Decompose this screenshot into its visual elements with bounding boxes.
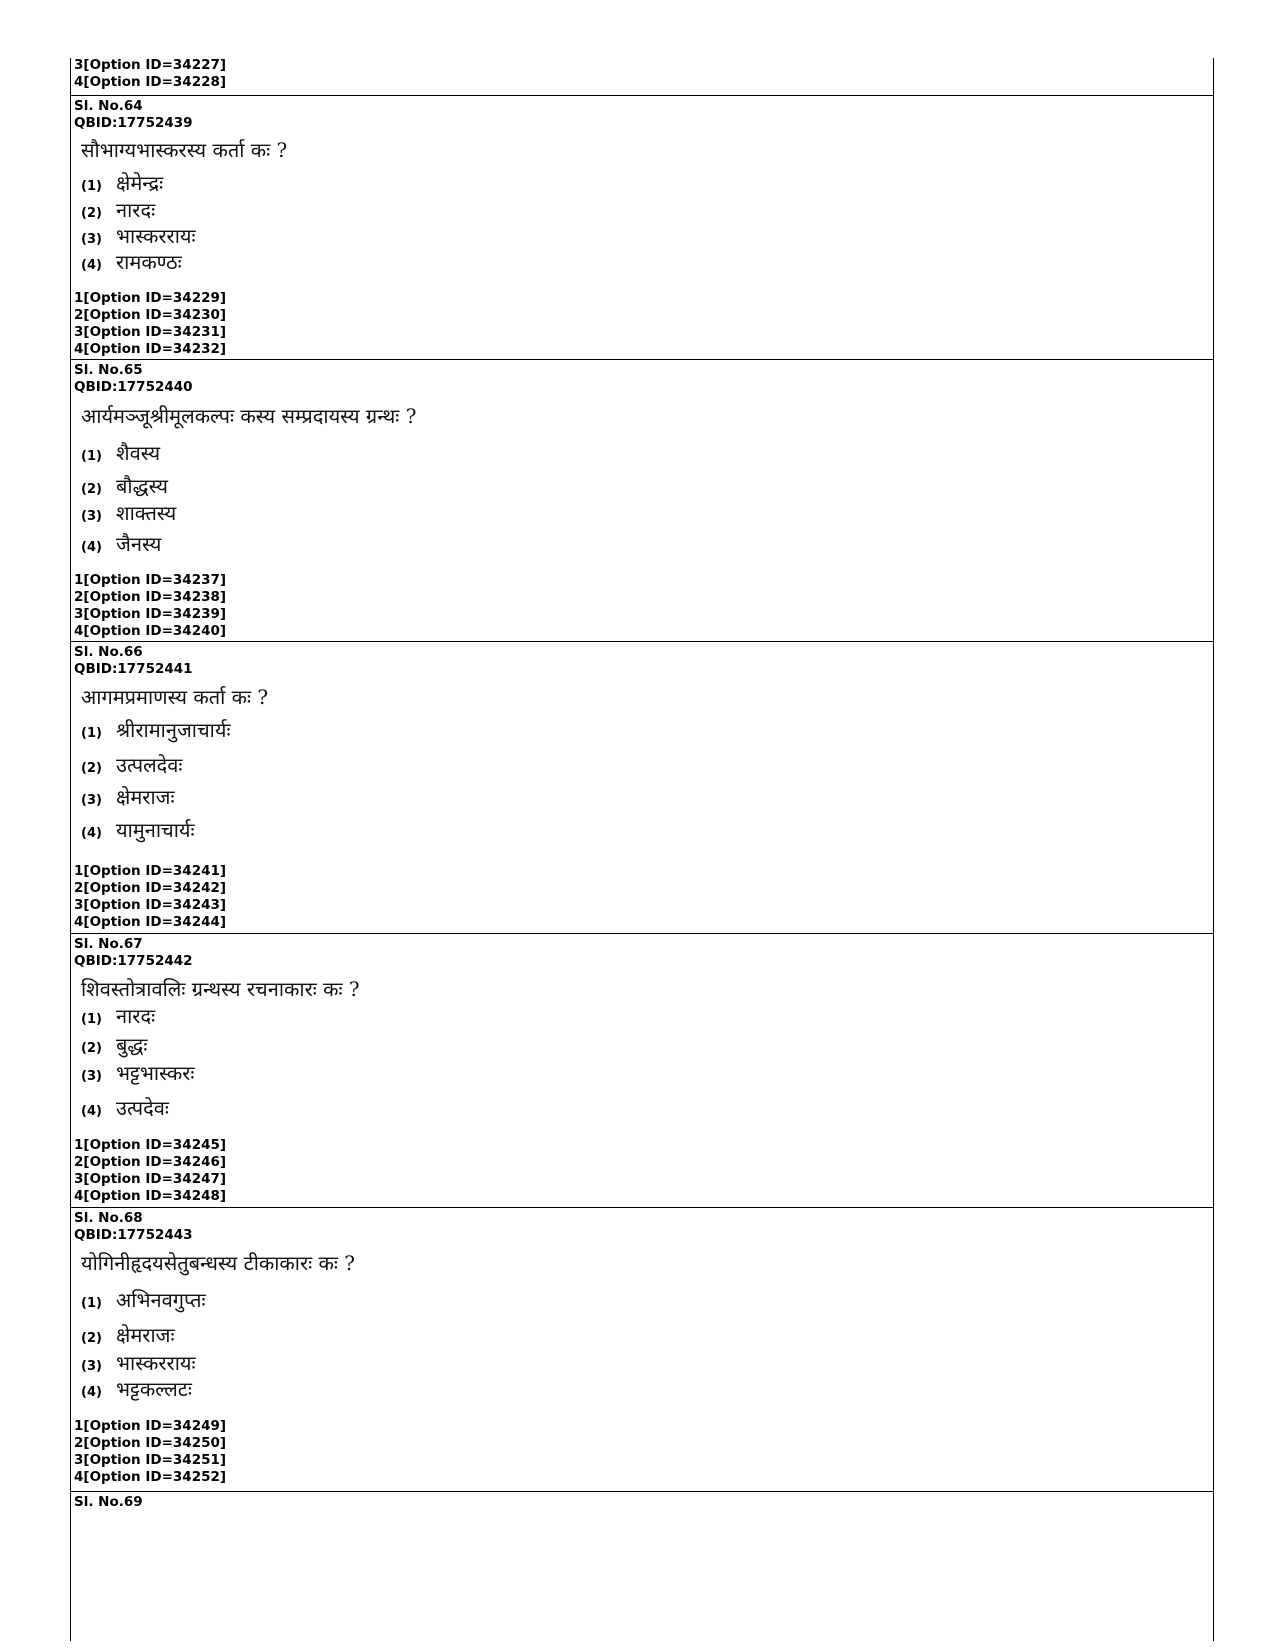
question-separator: [70, 641, 1214, 642]
option-number: (4): [81, 1385, 102, 1400]
option-number: (3): [81, 1359, 102, 1374]
option-id: 4[Option ID=34240]: [74, 623, 227, 639]
option-text: नारदः: [116, 1004, 156, 1028]
option-4: [81, 816, 195, 843]
option-id: 1[Option ID=34229]: [74, 290, 227, 306]
option-number: (4): [81, 540, 102, 555]
option-1: [81, 1002, 155, 1029]
previous-question-ids: [70, 57, 1214, 91]
option-text: यामुनाचार्यः: [116, 818, 195, 842]
option-text: क्षेमेन्द्रः: [116, 171, 164, 195]
option-number: (1): [81, 726, 102, 741]
serial-number: Sl. No.65: [74, 362, 143, 378]
option-number: (2): [81, 761, 102, 776]
option-id: 1[Option ID=34249]: [74, 1418, 227, 1434]
option-id: 4[Option ID=34252]: [74, 1469, 227, 1485]
question-separator: [70, 359, 1214, 360]
qbid: QBID:17752439: [74, 115, 193, 131]
option-id: 3[Option ID=34239]: [74, 606, 227, 622]
option-number: (3): [81, 793, 102, 808]
option-id-list: [70, 863, 226, 931]
option-id-list: [70, 1137, 226, 1205]
question-block-68: [70, 1210, 1214, 1492]
option-number: (2): [81, 1041, 102, 1056]
option-text: क्षेमराजः: [116, 1323, 175, 1347]
option-2: [81, 1321, 175, 1348]
option-id-list: [70, 572, 226, 640]
option-id: 4[Option ID=34248]: [74, 1188, 227, 1204]
question-separator: [70, 95, 1214, 96]
option-text: शैवस्य: [116, 441, 161, 465]
serial-number: Sl. No.64: [74, 98, 143, 114]
option-text: अभिनवगुप्तः: [116, 1288, 206, 1312]
option-text: रामकण्ठः: [116, 250, 182, 274]
option-number: (2): [81, 206, 102, 221]
option-4: [81, 1375, 192, 1402]
serial-number: Sl. No.66: [74, 644, 143, 660]
question-block-66: [70, 644, 1214, 934]
question-separator: [70, 1491, 1214, 1492]
option-number: (4): [81, 1104, 102, 1119]
option-1: [81, 1286, 206, 1313]
question-block-67: [70, 936, 1214, 1208]
option-2: [81, 472, 168, 499]
option-number: (1): [81, 1012, 102, 1027]
option-3: [81, 783, 175, 810]
option-text: भट्टभास्करः: [116, 1061, 195, 1085]
option-number: (3): [81, 1069, 102, 1084]
option-text: भास्कररायः: [116, 224, 196, 248]
qbid: QBID:17752443: [74, 1227, 193, 1243]
option-text: शाक्तस्य: [116, 501, 177, 525]
option-number: (1): [81, 179, 102, 194]
serial-number: Sl. No.68: [74, 1210, 143, 1226]
option-2: [81, 751, 182, 778]
option-number: (4): [81, 826, 102, 841]
option-id: 2[Option ID=34242]: [74, 880, 227, 896]
option-id: 1[Option ID=34245]: [74, 1137, 227, 1153]
option-1: [81, 439, 160, 466]
option-id: 2[Option ID=34230]: [74, 307, 227, 323]
option-2: [81, 196, 155, 223]
option-text: भट्टकल्लटः: [116, 1377, 192, 1401]
option-3: [81, 222, 196, 249]
option-id: 2[Option ID=34238]: [74, 589, 227, 605]
serial-number: Sl. No.69: [74, 1494, 143, 1510]
option-id: 1[Option ID=34237]: [74, 572, 227, 588]
option-text: उत्पदेवः: [116, 1096, 169, 1120]
option-number: (4): [81, 258, 102, 273]
question-block-64: [70, 98, 1214, 360]
option-4: [81, 248, 182, 275]
option-text: जैनस्य: [116, 532, 162, 556]
option-text: श्रीरामानुजाचार्यः: [116, 718, 231, 742]
option-text: भास्कररायः: [116, 1351, 196, 1375]
option-number: (1): [81, 449, 102, 464]
option-id: 3[Option ID=34251]: [74, 1452, 227, 1468]
option-id: 4[Option ID=34228]: [74, 74, 227, 90]
option-2: [81, 1031, 147, 1058]
option-id: 4[Option ID=34232]: [74, 341, 227, 357]
question-separator: [70, 933, 1214, 934]
question-text: सौभाग्यभास्करस्य कर्ता कः ?: [81, 138, 288, 162]
question-text: योगिनीहृदयसेतुबन्धस्य टीकाकारः कः ?: [81, 1251, 356, 1275]
option-text: उत्पलदेवः: [116, 753, 183, 777]
option-id: 2[Option ID=34250]: [74, 1435, 227, 1451]
option-text: क्षेमराजः: [116, 785, 175, 809]
option-id: 3[Option ID=34247]: [74, 1171, 227, 1187]
question-block-69: [70, 1494, 1214, 1511]
option-id: 3[Option ID=34231]: [74, 324, 227, 340]
qbid: QBID:17752442: [74, 953, 193, 969]
option-id-list: [70, 1418, 226, 1486]
question-text: आर्यमञ्जूश्रीमूलकल्पः कस्य सम्प्रदायस्य ग्रन्थः ?: [81, 404, 417, 428]
option-id: 4[Option ID=34244]: [74, 914, 227, 930]
option-text: बौद्धस्य: [116, 474, 168, 498]
option-number: (1): [81, 1296, 102, 1311]
option-3: [81, 1059, 194, 1086]
option-1: [81, 716, 230, 743]
option-number: (2): [81, 1331, 102, 1346]
option-number: (3): [81, 232, 102, 247]
option-id-list: [70, 290, 226, 358]
option-id: 2[Option ID=34246]: [74, 1154, 227, 1170]
option-number: (3): [81, 509, 102, 524]
option-text: नारदः: [116, 198, 156, 222]
option-number: (2): [81, 482, 102, 497]
option-3: [81, 499, 176, 526]
option-id: 3[Option ID=34243]: [74, 897, 227, 913]
option-1: [81, 169, 163, 196]
qbid: QBID:17752440: [74, 379, 193, 395]
option-4: [81, 1094, 169, 1121]
question-separator: [70, 1207, 1214, 1208]
option-3: [81, 1349, 196, 1376]
serial-number: Sl. No.67: [74, 936, 143, 952]
option-id: 1[Option ID=34241]: [74, 863, 227, 879]
option-text: बुद्धः: [116, 1033, 148, 1057]
option-4: [81, 530, 161, 557]
question-block-65: [70, 362, 1214, 642]
qbid: QBID:17752441: [74, 661, 193, 677]
question-text: आगमप्रमाणस्य कर्ता कः ?: [81, 685, 269, 709]
option-id: 3[Option ID=34227]: [74, 57, 227, 73]
question-text: शिवस्तोत्रावलिः ग्रन्थस्य रचनाकारः कः ?: [81, 977, 360, 1001]
